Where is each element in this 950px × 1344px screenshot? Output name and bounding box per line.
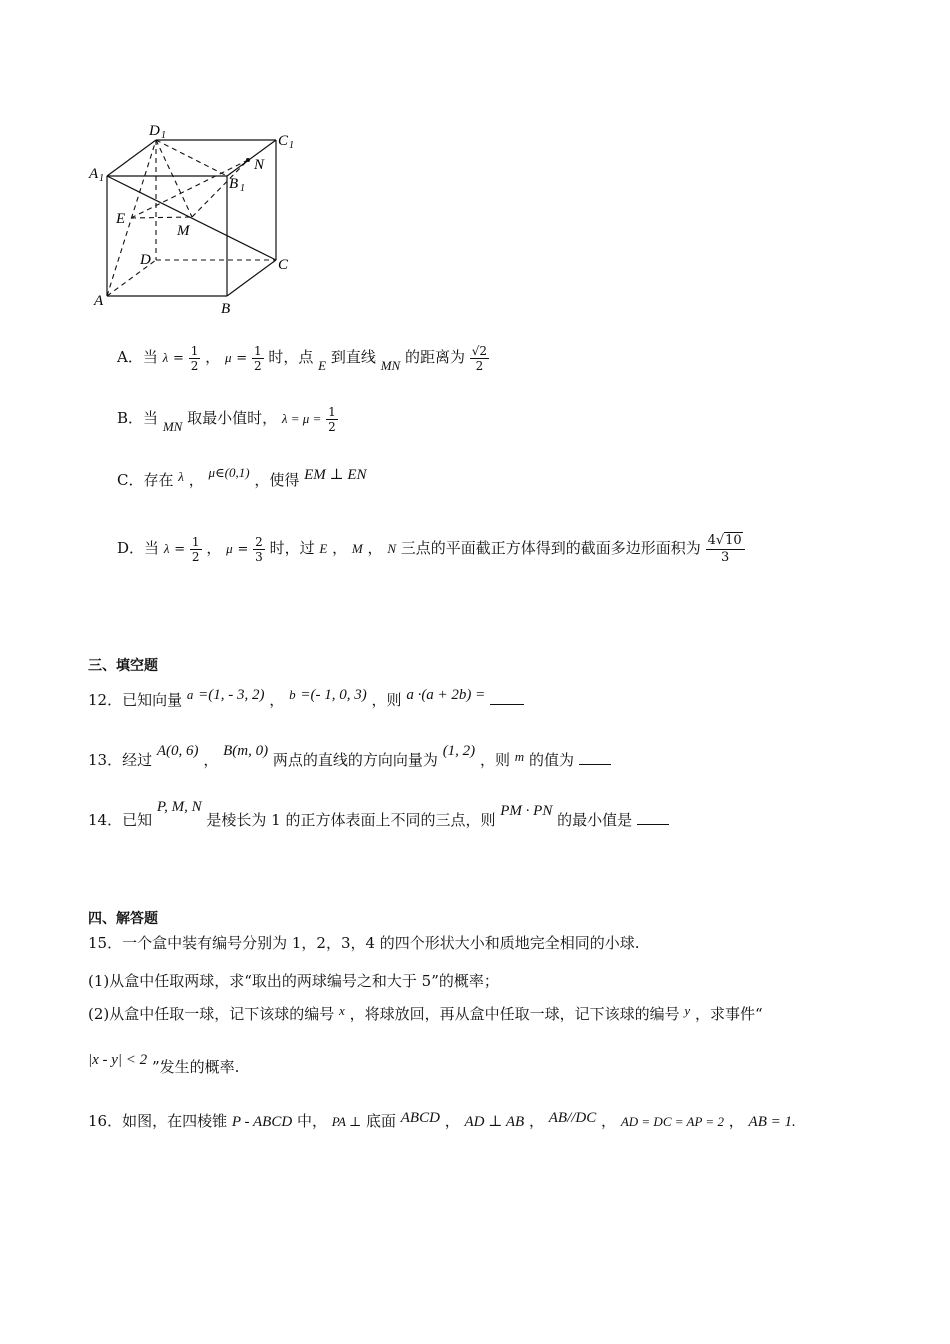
frac-num: 4√10 [706,533,745,550]
cond-ab-parallel-dc: AB//DC [548,1110,597,1126]
lambda-symbol: λ [178,469,184,484]
answer-fraction [470,344,489,373]
line-E-M [131,217,192,218]
comma: ， [528,1112,544,1130]
fraction-half [252,344,264,373]
q16-text2: 底面 [365,1112,396,1130]
section-4-title: 四、解答题 [88,911,158,927]
q14-text2: 的最小值是 [557,811,633,829]
comma: ， [367,539,383,557]
option-a-text3: 的距离为 [404,348,465,366]
comma: ， [205,348,221,366]
q15-part2 [88,1000,763,1028]
comma: ， [206,539,222,557]
mu-symbol: μ [224,350,232,365]
label-E: E [116,211,126,227]
vector-b-value: =(- 1, 0, 3) [300,687,367,703]
frac-num: 1 [328,404,336,419]
eq-sign: = [173,351,184,366]
point-N [246,158,250,162]
question-13 [88,740,611,780]
option-a-text1: 时，点 [268,348,314,366]
q14-text1: 是棱长为 1 的正方体表面上不同的三点，则 [206,811,496,829]
option-b-text1: 取最小值时， [187,409,278,427]
label-C1: C [278,133,289,149]
label-D1-sub: 1 [161,130,166,141]
comma: ， [203,751,219,769]
vector-a-value: =(1, - 3, 2) [198,687,265,703]
frac-den: 2 [253,358,262,373]
q15-part2-b: ，将球放回，再从盒中任取一球，记下该球的编号 [349,1005,680,1023]
label-N: N [254,157,265,173]
line-D1-M [156,140,192,217]
abs-inequality: |x - y| < 2 [88,1052,148,1068]
frac-num: 1 [191,534,200,549]
answer-blank[interactable] [579,750,611,765]
q15-part2-d: ”发生的概率. [151,1058,240,1076]
frac-den: 3 [255,549,263,564]
variable-m: m [514,749,525,764]
option-c [117,460,367,500]
section-3-title: 三、填空题 [88,658,158,674]
variable-y: y [684,1003,691,1018]
eq-sign: = [237,542,249,557]
option-d-text1: 时，过 [269,539,315,557]
cond-ab-length: AB = 1. [748,1114,796,1130]
frac-den: 2 [191,549,200,564]
variable-x: x [339,1003,345,1018]
question-14 [88,798,669,842]
option-a-text2: 到直线 [330,348,376,366]
option-a [117,337,489,377]
line-D1-B1 [156,140,227,176]
q12-prefix: 12．已知向量 [88,691,183,709]
comma: ， [269,691,285,709]
edge-A1D1 [107,140,156,176]
option-c-text1: ，使得 [254,471,300,489]
fraction-half [326,405,338,434]
label-C: C [278,257,289,273]
point-e: E [319,541,328,556]
comma: ， [728,1112,744,1130]
label-B: B [221,301,231,317]
option-b [117,398,338,438]
label-A: A [94,293,104,309]
pyramid-name: P - ABCD [231,1114,293,1130]
vector-b: b [289,687,296,702]
q15-part2-a: (2)从盒中任取一球，记下该球的编号 [88,1005,335,1023]
sqrt-radicand: 10 [725,532,742,548]
frac-num: √2 [471,343,488,358]
direction-vector: (1, 2) [442,743,476,759]
comma: ， [332,539,348,557]
point-n: N [387,541,396,556]
frac-den: 2 [328,419,336,434]
option-c-prefix: C．存在 [117,471,174,489]
comma: ， [444,1112,460,1130]
perpendicular-expr: EM ⊥ EN [304,467,367,483]
label-C1-sub: 1 [289,140,294,151]
label-B1-sub: 1 [240,183,245,194]
line-mn: MN [380,358,401,373]
q14-prefix: 14．已知 [88,811,153,829]
frac-den: 2 [475,358,484,373]
line-mn: MN [162,419,183,434]
frac-num: 1 [253,343,262,358]
frac-num-coef: 4 [707,532,716,548]
label-D1: D [149,123,160,139]
eq-sign: = [174,542,186,557]
frac-num: 1 [190,343,199,358]
vector-a: a [186,687,194,702]
answer-fraction [706,533,745,566]
q13-prefix: 13．经过 [88,751,153,769]
point-m: M [351,541,363,556]
edge-B1C1 [227,140,276,176]
lambda-symbol: λ [163,541,170,556]
eq-sign: = [236,351,248,366]
mu-symbol: μ [226,541,233,556]
q16-prefix: 16．如图，在四棱锥 [88,1112,228,1130]
label-A1-sub: 1 [99,173,104,184]
mu-interval: μ∈(0,1) [208,465,250,480]
fraction-half [189,344,201,373]
edge-BC [227,260,276,296]
label-B1: B [229,176,239,192]
option-d-text2: 三点的平面截正方体得到的截面多边形面积为 [400,539,701,557]
lambda-mu-expr: λ = μ = [281,411,322,426]
label-A1: A [89,166,99,182]
option-d [117,523,745,573]
q16-text1: 中， [296,1112,327,1130]
frac-den: 2 [190,358,199,373]
point-a: A(0, 6) [156,743,199,759]
q13-text2: ，则 [479,751,510,769]
dot-product-expr: a ·(a + 2b) = [406,687,486,703]
question-12 [88,682,524,718]
cond-pa-perp: PA ⊥ [331,1114,362,1129]
frac-den: 3 [720,549,730,565]
base-abcd: ABCD [400,1110,440,1126]
question-16 [88,1106,796,1136]
option-d-prefix: D．当 [117,539,160,557]
q15-part2-cont [88,1050,239,1084]
point-b: B(m, 0) [223,743,269,759]
answer-blank[interactable] [490,690,524,705]
option-b-prefix: B．当 [117,409,159,427]
frac-num: 2 [255,534,263,549]
cond-lengths: AD = DC = AP = 2 [620,1114,724,1129]
comma: ， [188,471,204,489]
point-e: E [318,358,327,373]
lambda-symbol: λ [162,350,169,365]
cond-ad-perp-ab: AD ⊥ AB [464,1114,525,1130]
vector-dot-expr: PM · PN [500,803,553,819]
q13-text3: 的值为 [528,751,574,769]
fraction-mu [253,535,265,564]
fraction-lambda [190,535,202,564]
q15-line1: 15．一个盒中装有编号分别为 1，2，3，4 的四个形状大小和质地完全相同的小球. [88,934,640,952]
points-pmn: P, M, N [156,799,202,815]
cube-figure [80,118,310,318]
label-D: D [140,252,151,268]
q15-part2-c: ，求事件“ [694,1005,763,1023]
q12-text1: ，则 [371,691,402,709]
q13-text1: 两点的直线的方向向量为 [272,751,438,769]
q15-part1: (1)从盒中任取两球，求“取出的两球编号之和大于 5”的概率； [88,972,499,990]
comma: ， [601,1112,617,1130]
label-M: M [177,223,190,239]
option-a-prefix: A．当 [117,348,158,366]
answer-blank[interactable] [637,810,669,825]
